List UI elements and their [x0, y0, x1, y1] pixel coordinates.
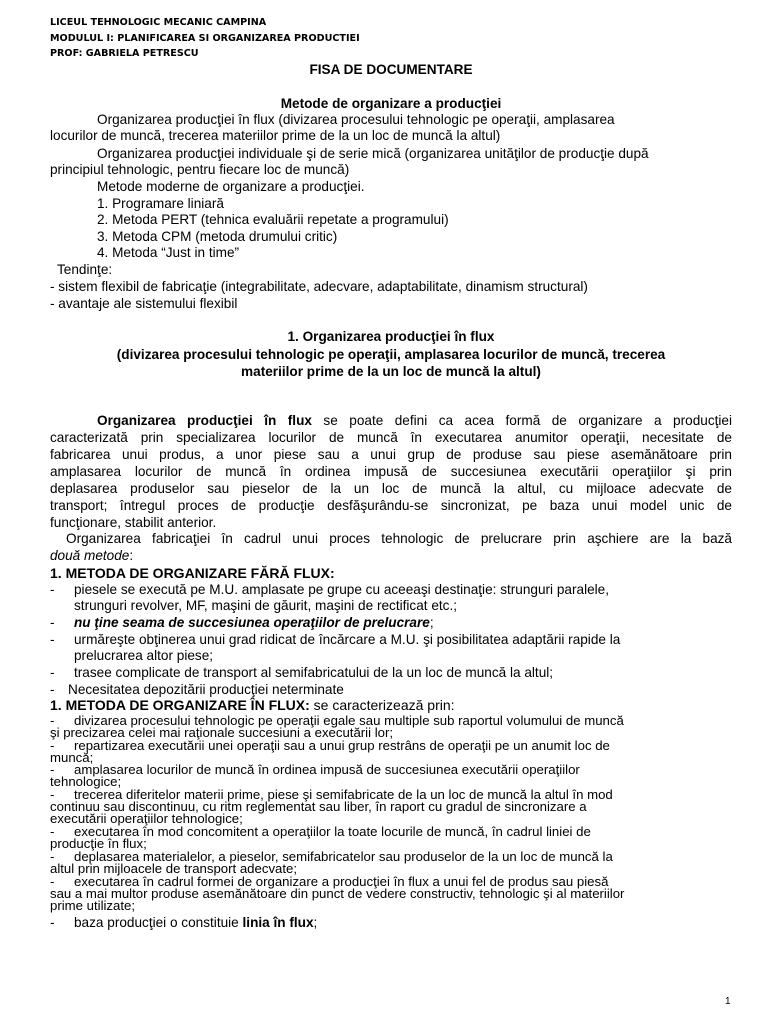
flux-item-cont: executării operaţiilor tehnologice; [50, 811, 243, 826]
intro-paragraph-1-cont: locurilor de muncă, trecerea materiilor prime de la un loc de muncă la altul) [50, 128, 501, 143]
bullet-dash: - [50, 762, 55, 777]
bullet-dash: - [50, 682, 55, 697]
header-module: MODULUL I: PLANIFICAREA SI ORGANIZAREA PRODUCTIEI [50, 33, 360, 44]
bullet-dash: - [50, 582, 55, 597]
flux-item: amplasarea locurilor de muncă în ordinea impusă de succesiunea executării operaţiilor [74, 762, 580, 777]
flux-item: divizarea procesului tehnologic pe operaţii egale sau multiple sub raportul volumului de muncă [74, 713, 624, 728]
flux-item-last: baza producţiei o constituie linia în flux; [74, 915, 318, 930]
no-flux-bullet-3-cont: prelucrarea altor piese; [74, 648, 214, 663]
no-flux-bullet-2: nu ţine seama de succesiunea operaţiilor de prelucrare; [74, 615, 434, 630]
methods-intro-line: Organizarea fabricaţiei în cadrul unui proces tehnologic de prelucrare prin aşchiere are la bază [66, 531, 732, 546]
no-flux-bullet-1: piesele se execută pe M.U. amplasate pe grupe cu aceeaşi destinaţie: strunguri paralele, [74, 582, 610, 597]
bullet-dash: - [50, 787, 55, 802]
definition-line: Organizarea producţiei în flux se poate defini ca acea formă de organizare a producţiei [97, 413, 733, 428]
section-subheading-cont: materiilor prime de la un loc de muncă la altul) [241, 364, 541, 379]
flux-heading: 1. METODA DE ORGANIZARE ÎN FLUX: se caracterizează prin: [50, 697, 455, 713]
methods-intro-line-2: două metode: [50, 548, 134, 563]
flux-item: repartizarea executării unei operaţii sau a unui grup restrâns de operaţii pe un anumit loc de [74, 738, 610, 753]
no-flux-heading: 1. METODA DE ORGANIZARE FĂRĂ FLUX: [50, 565, 335, 581]
definition-line: funcţionare, stabilit anterior. [50, 515, 217, 530]
page-title: FISA DE DOCUMENTARE [309, 62, 473, 77]
flux-item: executarea în cadrul formei de organizare a producţiei în flux a unui fel de produs sau piesă [74, 874, 609, 889]
bullet-dash: - [50, 615, 55, 630]
bullet-dash: - [50, 738, 55, 753]
flux-item-cont: muncă; [50, 750, 94, 765]
flux-item-cont: continuu sau discontinuu, cu ritm reglementat sau liber, în raport cu gradul de sincronizare a [50, 799, 587, 814]
intro-paragraph-3: Metode moderne de organizare a producţiei. [97, 179, 365, 194]
page-number: 1 [725, 996, 731, 1007]
intro-paragraph-1: Organizarea producţiei în flux (divizarea procesului tehnologic pe operaţii, amplasarea [97, 112, 615, 127]
flux-item-cont: prime utilizate; [50, 898, 136, 913]
document-page [50, 0, 732, 1024]
flux-item-cont: producţie în flux; [50, 836, 147, 851]
no-flux-bullet-3: urmăreşte obţinerea unui grad ridicat de încărcare a M.U. şi posibilitatea adaptării rapide la [74, 632, 621, 647]
flux-item: executarea în mod concomitent a operaţiilor la toate locurile de muncă, în cadrul liniei de [74, 824, 591, 839]
flux-item: trecerea diferitelor materii prime, piese şi semifabricate de la un loc de muncă la altul în mod [74, 787, 613, 802]
header-teacher: PROF: GABRIELA PETRESCU [50, 48, 199, 59]
bullet-dash: - [50, 824, 55, 839]
definition-line: amplasarea locurilor de muncă în ordinea impusă de succesiunea executării operaţiilor şi prin [50, 464, 732, 479]
flux-item-cont: altul prin mijloacele de transport adecvate; [50, 861, 298, 876]
trend-item: - sistem flexibil de fabricaţie (integrabilitate, adecvare, adaptabilitate, dinamism structural) [50, 279, 588, 294]
method-item: 1. Programare liniară [97, 196, 224, 211]
section-heading: 1. Organizarea producţiei în flux [287, 329, 495, 344]
no-flux-bullet-1-cont: strunguri revolver, MF, maşini de găurit, maşini de rectificat etc.; [74, 598, 458, 613]
bullet-dash: - [50, 849, 55, 864]
bullet-dash: - [50, 874, 55, 889]
method-item: 3. Metoda CPM (metoda drumului critic) [97, 229, 338, 244]
intro-paragraph-2-cont: principiul tehnologic, pentru fiecare loc de muncă) [50, 162, 350, 177]
bullet-dash: - [50, 665, 55, 680]
method-item: 2. Metoda PERT (tehnica evaluării repetate a programului) [97, 212, 449, 227]
definition-line: transport; întregul proces de producţie desfăşurându-se sincronizat, pe baza unui model unic de [50, 498, 732, 513]
page-subtitle: Metode de organizare a producţiei [280, 96, 502, 111]
bullet-dash: - [50, 713, 55, 728]
trends-label: Tendinţe: [57, 262, 113, 277]
header-school: LICEUL TEHNOLOGIC MECANIC CAMPINA [50, 17, 267, 28]
bullet-dash: - [50, 915, 55, 930]
flux-item-cont: sau a mai multor produse asemănătoare din punct de vedere constructiv, tehnologic şi al materiilor [50, 886, 625, 901]
no-flux-bullet-5: Necesitatea depozitării producţiei neterminate [68, 682, 344, 697]
no-flux-bullet-4: trasee complicate de transport al semifabricatului de la un loc de muncă la altul; [74, 665, 554, 680]
section-subheading: (divizarea procesului tehnologic pe operaţii, amplasarea locurilor de muncă, trecerea [116, 347, 666, 362]
definition-line: deplasarea produselor sau pieselor de la un loc de muncă la altul, cu mijloace adecvate de [50, 481, 732, 496]
method-item: 4. Metoda “Just in time” [97, 245, 240, 260]
definition-line: caracterizată prin specializarea locurilor de muncă în executarea anumitor operaţii, necesitate de [50, 430, 732, 445]
trend-item: - avantaje ale sistemului flexibil [50, 296, 238, 311]
intro-paragraph-2: Organizarea producţiei individuale şi de serie mică (organizarea unităţilor de producţie după [97, 146, 649, 161]
flux-item-cont: tehnologice; [50, 774, 122, 789]
definition-term: Organizarea producţiei în flux [97, 413, 312, 428]
flux-item-cont: şi precizarea celei mai raţionale succesiuni a executării lor; [50, 725, 394, 740]
definition-line: fabricarea unui produs, a unor piese sau a unui grup de produse sau piese asemănătoare prin [50, 447, 732, 462]
bullet-dash: - [50, 632, 55, 647]
flux-item: deplasarea materialelor, a pieselor, semifabricatelor sau produselor de la un loc de muncă la [74, 849, 613, 864]
